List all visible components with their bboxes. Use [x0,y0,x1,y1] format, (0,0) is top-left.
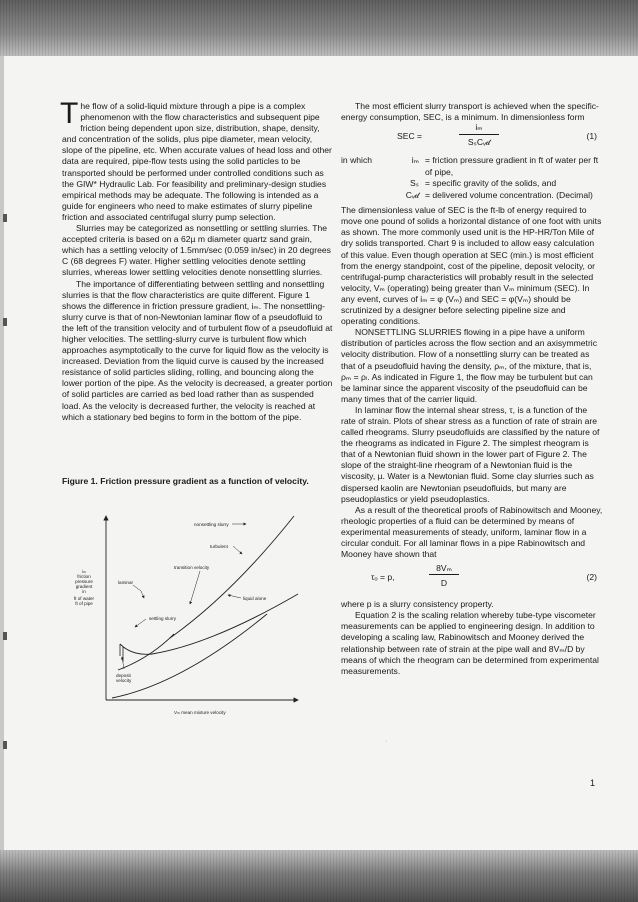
y-label-line: in [82,589,86,594]
page-edge [0,56,4,850]
intro-paragraph: The flow of a solid-liquid mixture through a pipe is a complex phenomenon with the flow characteristics and subsequent pipe friction being dependent upon size, distribution, shape, density, and concentration of the solids, plus pipe diameter, mean velocity, slope of the pipeline, etc. When accurate values of head loss and other data are required, pipe-flow tests using the solid particles to be transported should be performed under controlled conditions such as the GIW* Hydraulic Lab. For feasibility and preliminary-design studies empirical methods may be adequate. The following is intended as a guide for engineers who need to make estimates of slurry pipeline friction and associated centrifugal slurry pump selection. [60,97,332,222]
sec-explanation-paragraph: The dimensionless value of SEC is the ft-lb of energy required to move one pound of solids a horizontal distance of one foot with units as shown. The more commonly used unit is the HP-HR/Ton Mile of dry solids transported. Chart 9 is included to allow easy calculation of this value. Even though operation at SEC (min.) is most efficient from the energy standpoint, cost of the pipeline, deposit velocity, or centrifugal-pump characteristics will probably result in the selected velocity, Vₘ (operating) being greater than Vₘ minimum (SEC). In any event, curves of iₘ = φ (Vₘ) and SEC = φ(Vₘ) should be scrutinized by a designer before selecting pipeline size and operating conditions. [341,205,602,327]
eq1-number: (1) [586,131,597,142]
consistency-definition: where p is a slurry consistency property. [341,599,494,610]
definition-row: in which iₘ = friction pressure gradient in ft of water per ft of pipe, [341,155,599,177]
label-laminar: laminar [118,580,134,585]
label-turbulent: turbulent [210,544,228,549]
eq2-numerator: 8Vₘ [436,563,452,574]
laminar-curve [118,634,174,670]
figure-1-plot [62,494,334,724]
y-label-line: ft of water [73,596,95,601]
equation-1 [341,123,603,149]
rabinowitsch-paragraph: As a result of the theoretical proofs of Rabinowitsch and Mooney, rheologic properties of a fluid can be determined by means of experimental measurements of steady, uniform, laminar flow in a circular conduit. For all laminar flows in a pipe Rabinowitsch and Mooney have shown that [341,504,603,560]
drop-cap: T [60,97,79,130]
eq2-denominator: D [440,578,448,589]
eq2-lhs: τₒ = p, [371,572,395,583]
y-label-line: friction [77,574,91,579]
definition-row: Sₛ = specific gravity of the solids, and [410,178,557,189]
right-column [341,101,603,677]
laminar-flow-paragraph: In laminar flow the internal shear stress, τ, is a function of the rate of strain. Plots of shear stress as a function of rate of strain are called rheograms. Slurry pseudofluids are classified by the nature of the rheograms as indicated in Figure 2. The simplest rheogram is that of a Newtonian fluid shown in the lower part of Figure 2. The slope of the straight-line rheogram of a Newtonian fluid is the viscosity, µ. Water is a Newtonian fluid. Some clay slurries such as dispersed kaolin are Newtonian pseudofluids, but many are pseudoplastics or yield pseudoplastics. [341,404,600,504]
margin-mark [3,318,7,326]
y-label-line: gradient [75,584,93,589]
label-nonsettling: nonsettling slurry [194,522,229,527]
label-deposit-velocity: velocity [116,678,132,683]
settling-vs-nonsettling-paragraph: The importance of differentiating between settling and nonsettling slurries is that the flow characteristics are quite different. Figure 1 shows the difference in friction pressure gradient, iₘ. The nonsettling-slurry curve is that of non-Newtonian laminar flow of a pseudofluid to the left of the transition velocity and of turbulent flow of a pseudofluid at higher velocities. The settling-slurry curve is turbulent flow which approaches asymptotically to the curve for liquid flow as the velocity is increased. Deviation from the liquid curve is caused by the increased resistance of solid particles sliding, rolling, and bouncing along the lower portion of the pipe. As the velocity is decreased, a greater portion of solid particles are carried as bed load rather than as suspended load. As the velocity is decreased further, the velocity is reached at which a stationary bed begins to form in the bottom of the pipe. [62,278,333,422]
sec-intro-paragraph: The most efficient slurry transport is achieved when the specific-energy consumption, SEC, is a minimum. In dimensionless form [341,101,599,123]
label-liquid-alone: liquid alone [243,596,267,601]
margin-mark [3,632,7,640]
settling-slurry-curve [120,594,298,654]
x-axis-label: Vₘ mean mixture velocity [174,710,226,715]
equation-2 [341,563,603,593]
y-label-line: ft of pipe [75,601,93,606]
scaling-relation-paragraph: Equation 2 is the scaling relation whereby tube-type viscometer measurements can be applied to engineering design. In addition to developing a scaling law, Rabinowitsch and Mooney derived the relationship between rate of strain at the pipe wall and 8Vₘ/D by means of which the rheogram can be determined from experimental measurements. [341,610,599,676]
label-settling: settling slurry [149,616,177,621]
margin-mark [3,214,7,222]
turbulent-curve [170,516,294,638]
slurry-categories-paragraph: Slurries may be categorized as nonsettling or settling slurries. The accepted criteria is based on a 62µ m diameter quartz sand grain, which has a settling velocity of 1.5mm/sec (0.059 in/sec) in 20 degrees C (68 degrees F) water. Higher settling velocities denote settling slurries, whereas lower settling velocities denote nonsettling slurries. [62,223,331,278]
label-transition: transition velocity [174,565,210,570]
y-label-line: pressure [75,579,93,584]
scan-border-bottom [0,850,638,902]
eq2-number: (2) [586,572,597,583]
eq2-fraction-bar [429,574,459,575]
page-number: 1 [590,778,596,788]
y-label-line: iₘ [82,569,86,574]
scan-speck: · [385,738,388,745]
nonsettling-slurries-paragraph: NONSETTLING SLURRIES flowing in a pipe have a uniform distribution of particles across the flow section and an axisymmetric velocity distribution. Flow of a nonsettling slurry can be treated as that of a pseudofluid having the density, ρₘ, of the mixture, that is, ρₘ = ρₗ. As indicated in Figure 1, the flow may be turbulent but can be laminar since the apparent viscosity of the pseudofluid can be many times that of the carrier liquid. [341,327,598,404]
margin-mark [3,741,7,749]
definition-row: Cᵥ𝒹 = delivered volume concentration. (Decimal) [405,189,593,200]
figure-1 [62,494,334,724]
eq1-denominator: SₛCᵥ𝒹 [467,137,491,148]
figure-caption: Figure 1. Friction pressure gradient as a function of velocity. [62,476,309,486]
eq1-fraction-bar [459,134,499,135]
eq1-lhs: SEC = [397,131,423,142]
left-column [60,97,334,423]
scan-border-top [0,0,638,56]
eq1-numerator: iₘ [475,122,483,133]
variable-definitions [341,155,603,201]
label-deposit: deposit [116,673,131,678]
